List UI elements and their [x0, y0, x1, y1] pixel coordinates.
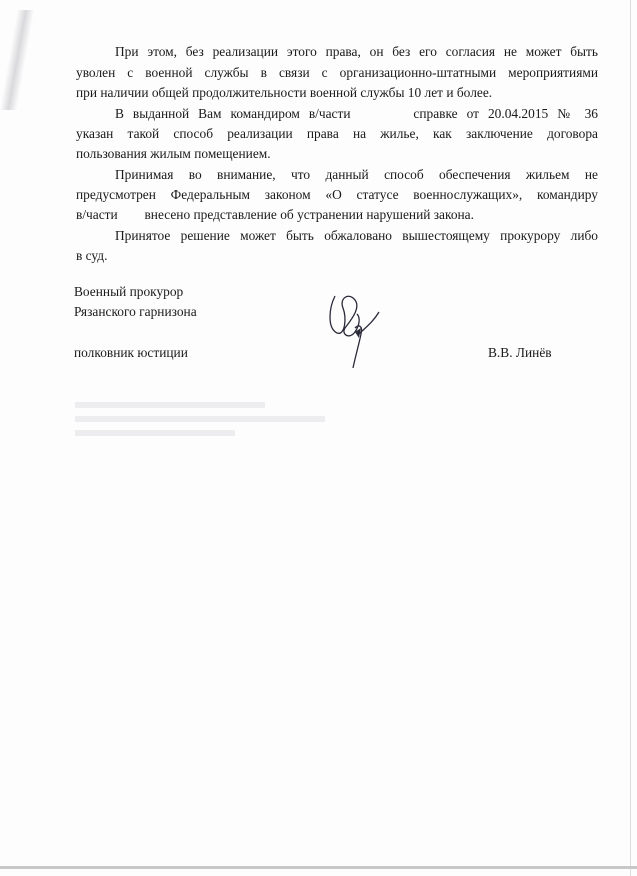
signer-garrison: Рязанского гарнизона: [74, 304, 197, 319]
scan-edge: [0, 866, 637, 869]
body-line: пользования жилым помещением.: [76, 146, 271, 161]
body-line: Принятое решение может быть обжаловано вышестоящему прокурору либо: [115, 228, 598, 243]
body-line: уволен с военной службы в связи с организационно-штатными мероприятиями: [76, 65, 598, 80]
handwritten-signature: [325, 288, 405, 373]
body-line: Принимая во внимание, что данный способ обеспечения жильем не: [115, 167, 598, 182]
body-line: предусмотрен Федеральным законом «О статусе военнослужащих», командиру: [76, 187, 598, 202]
signer-name: В.В. Линёв: [488, 345, 552, 360]
body-line: при наличии общей продолжительности военной службы 10 лет и более.: [76, 85, 493, 100]
body-line: в суд.: [76, 248, 108, 263]
body-line: В выданной Вам командиром в/части справке от 20.04.2015 № 36: [115, 106, 598, 121]
signer-position: Военный прокурор: [74, 284, 184, 299]
body-line: При этом, без реализации этого права, он без его согласия не может быть: [115, 44, 598, 59]
faint-text-artifact: [75, 416, 325, 422]
body-line: в/части внесено представление об устранении нарушений закона.: [76, 207, 474, 222]
body-line: указан такой способ реализации права на жилье, как заключение договора: [76, 126, 598, 141]
faint-text-artifact: [75, 402, 265, 408]
scan-artifact: [0, 10, 40, 110]
scan-edge: [630, 0, 631, 876]
faint-text-artifact: [75, 430, 235, 436]
signer-rank: полковник юстиции: [74, 345, 188, 360]
